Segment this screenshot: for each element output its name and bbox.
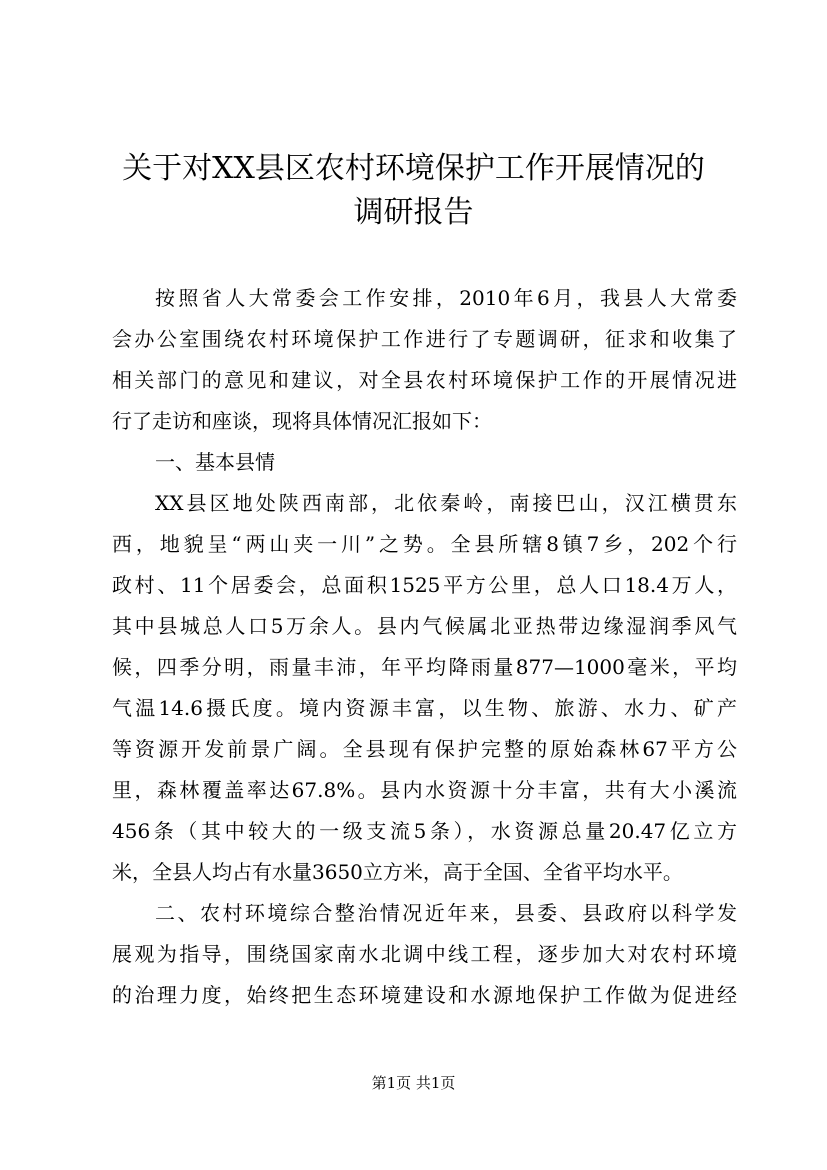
body-line: 气温14.6摄氏度。境内资源丰富，以生物、旅游、水力、矿产 <box>112 696 737 720</box>
section-heading: 二、农村环境综合整治情况近年来，县委、县政府以科学发 <box>155 901 737 925</box>
body-line: 等资源开发前景广阔。全县现有保护完整的原始森林67平方公 <box>112 737 737 761</box>
document-body <box>112 278 737 1016</box>
document-title <box>60 147 767 235</box>
body-line: 西，地貌呈“两山夹一川”之势。全县所辖8镇7乡，202个行 <box>112 532 737 556</box>
body-line: 456条（其中较大的一级支流5条），水资源总量20.47亿立方 <box>112 819 737 843</box>
body-line: 的治理力度，始终把生态环境建设和水源地保护工作做为促进经 <box>112 983 737 1007</box>
body-line: 其中县城总人口5万余人。县内气候属北亚热带边缘湿润季风气 <box>112 614 737 638</box>
section-heading: 一、基本县情 <box>155 450 275 474</box>
page-footer: 第1页 共1页 <box>371 1074 456 1092</box>
body-line: 会办公室围绕农村环境保护工作进行了专题调研，征求和收集了 <box>112 327 737 351</box>
body-line: 展观为指导，围绕国家南水北调中线工程，逐步加大对农村环境 <box>112 942 737 966</box>
body-line: 按照省人大常委会工作安排，2010年6月，我县人大常委 <box>155 286 737 310</box>
body-line: 行了走访和座谈，现将具体情况汇报如下： <box>112 409 492 433</box>
body-line: 米，全县人均占有水量3650立方米，高于全国、全省平均水平。 <box>112 860 683 884</box>
body-line: 相关部门的意见和建议，对全县农村环境保护工作的开展情况进 <box>112 368 737 392</box>
body-line: XX县区地处陕西南部，北依秦岭，南接巴山，汉江横贯东 <box>155 491 737 515</box>
title-line: 调研报告 <box>353 195 474 230</box>
title-line: 关于对XX县区农村环境保护工作开展情况的 <box>122 151 705 186</box>
body-line: 政村、11个居委会，总面积1525平方公里，总人口18.4万人， <box>112 573 737 597</box>
body-line: 里，森林覆盖率达67.8%。县内水资源十分丰富，共有大小溪流 <box>112 778 737 802</box>
body-line: 候，四季分明，雨量丰沛，年平均降雨量877—1000毫米，平均 <box>112 655 737 679</box>
